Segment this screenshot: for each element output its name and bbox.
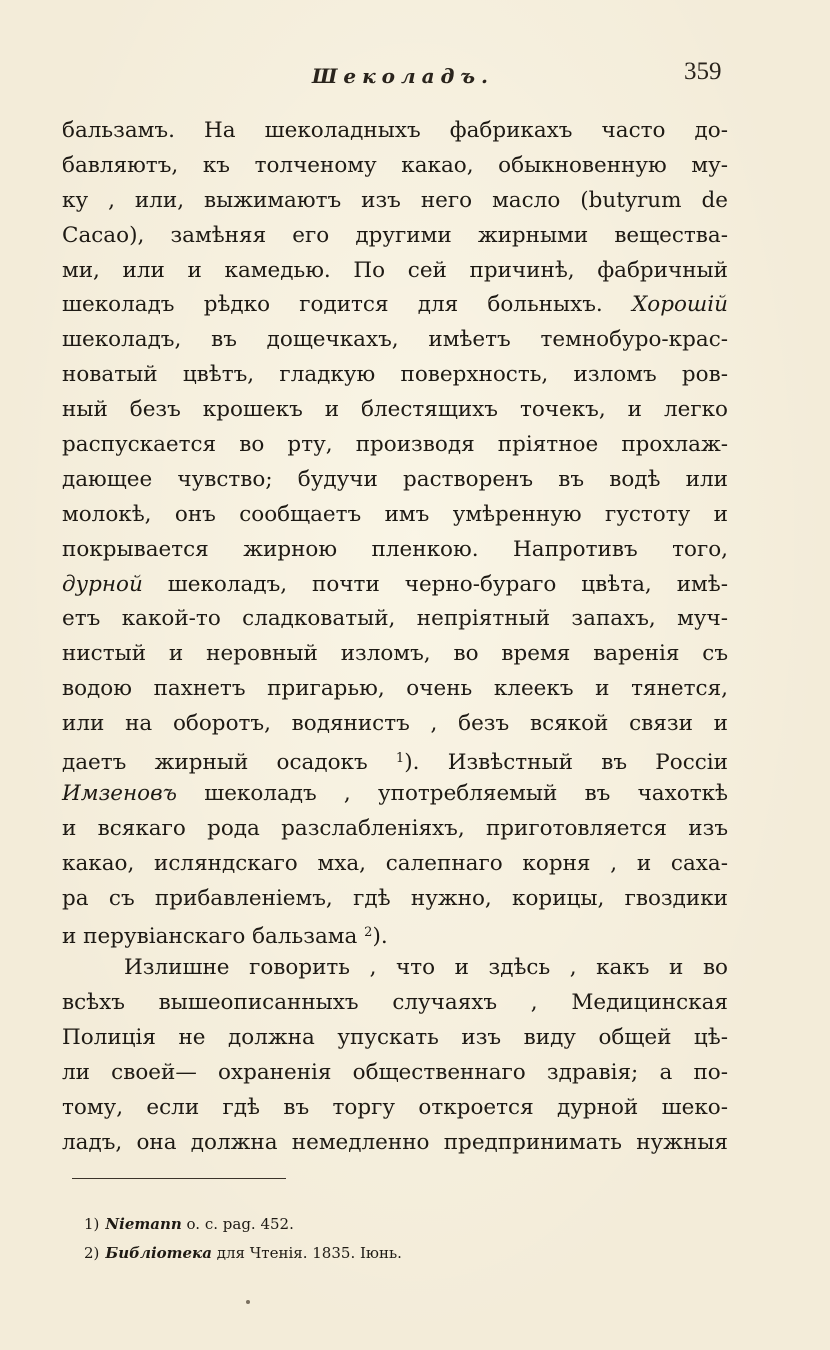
text-line xyxy=(62,533,728,568)
text-line xyxy=(62,288,728,323)
emphasis-text: Имзеновъ xyxy=(62,780,177,806)
line-text: или на оборотъ, водянистъ , безъ всякой связи и xyxy=(62,711,728,737)
line-text: тому, если гдѣ въ торгу откроется дурной шеко- xyxy=(62,1094,728,1120)
line-text: бальзамъ. На шеколадныхъ фабрикахъ часто до- xyxy=(62,118,728,143)
line-text: Полицiя не должна упускать изъ виду общей цѣ- xyxy=(62,1025,728,1051)
text-line xyxy=(62,254,728,289)
text-line xyxy=(62,219,728,254)
line-text: ный безъ крошекъ и блестящихъ точекъ, и легко xyxy=(62,397,728,423)
text-line xyxy=(62,1126,728,1161)
text-line xyxy=(62,323,728,358)
line-text: ра съ прибавленiемъ, гдѣ нужно, корицы, гвоздики xyxy=(62,885,728,911)
text-line xyxy=(62,568,728,603)
text-line xyxy=(62,498,728,533)
text-line xyxy=(62,847,728,882)
line-text: нистый и неровный изломъ, во время варенiя съ xyxy=(62,641,728,667)
text-line xyxy=(62,1056,728,1091)
footnote-detail: o. c. pag. 452. xyxy=(181,1215,294,1233)
text-line xyxy=(62,637,728,672)
line-text: ладъ, она должна немедленно предпринимать нужныя xyxy=(62,1129,728,1155)
footnote-source: Niemann xyxy=(105,1215,182,1233)
text-line xyxy=(62,986,728,1021)
footnote xyxy=(84,1239,704,1268)
text-line xyxy=(62,149,728,184)
text-line xyxy=(62,1021,728,1056)
line-text: шеколадъ, въ дощечкахъ, имѣетъ темнобуро-крас- xyxy=(62,327,728,353)
line-text: шеколадъ рѣдко годится для больныхъ. xyxy=(62,292,632,318)
text-line xyxy=(62,951,728,986)
text-line xyxy=(62,916,728,951)
line-text: ми, или и камедью. По сей причинѣ, фабричный xyxy=(62,257,728,283)
footnote xyxy=(84,1210,704,1239)
footnote-label: 2) xyxy=(84,1244,100,1262)
paper-speck xyxy=(246,1300,250,1304)
line-text: дающее чувство; будучи растворенъ въ водѣ или xyxy=(62,466,728,492)
emphasis-text: дурной xyxy=(62,571,143,597)
line-text: етъ какой-то сладковатый, непрiятный запахъ, муч- xyxy=(62,606,728,632)
line-text: какао, исляндскаго мха, салепнаго корня , и саха- xyxy=(62,850,728,876)
text-line xyxy=(62,463,728,498)
line-text: Cacao), замѣняя его другими жирными вещества- xyxy=(62,222,728,248)
line-text: водою пахнетъ пригарью, очень клеекъ и тянется, xyxy=(62,676,728,702)
text-line xyxy=(62,393,728,428)
line-text: ку , или, выжимаютъ изъ него масло (butyrum de xyxy=(62,187,728,213)
line-text: шеколадъ , употребляемый въ чахоткѣ xyxy=(176,780,728,806)
line-text: покрывается жирною пленкою. Напротивъ того, xyxy=(62,536,728,562)
line-text: ). Извѣстный въ Россiи xyxy=(404,750,728,776)
line-text: и всякаго рода разслабленiяхъ, приготовляется изъ xyxy=(62,815,728,841)
line-text: бавляютъ, къ толченому какао, обыкновенную му- xyxy=(62,152,728,178)
text-line xyxy=(62,428,728,463)
line-text: шеколадъ, почти черно-бураго цвѣта, имѣ- xyxy=(142,571,728,597)
line-text: даетъ жирный осадокъ xyxy=(62,750,396,776)
line-text: Излишне говорить , что и здѣсь , какъ и во xyxy=(124,955,728,981)
emphasis-text: Хорошiй xyxy=(631,292,728,318)
running-head xyxy=(0,58,830,98)
line-text: новатый цвѣтъ, гладкую поверхность, изломъ ров- xyxy=(62,362,728,388)
text-line xyxy=(62,1091,728,1126)
line-text: ). xyxy=(372,924,388,950)
text-line xyxy=(62,812,728,847)
page-number: 359 xyxy=(684,58,722,85)
footnote-source: Библiотека xyxy=(105,1244,212,1262)
text-line xyxy=(62,672,728,707)
text-line xyxy=(62,707,728,742)
text-line xyxy=(62,184,728,219)
body-text xyxy=(62,114,728,1161)
text-line xyxy=(62,742,728,777)
line-text: молокѣ, онъ сообщаетъ имъ умѣренную густоту и xyxy=(62,501,728,527)
footnote-detail: для Чтенiя. 1835. Iюнь. xyxy=(211,1244,402,1262)
footnote-rule xyxy=(72,1178,286,1179)
footnote-label: 1) xyxy=(84,1215,100,1233)
running-title: Шеколадъ. xyxy=(312,64,494,88)
line-text: распускается во рту, производя прiятное прохлаж- xyxy=(62,432,728,458)
text-line xyxy=(62,114,728,149)
footnote-marker: 1 xyxy=(395,751,405,767)
text-line xyxy=(62,882,728,917)
text-line xyxy=(62,777,728,812)
text-line xyxy=(62,602,728,637)
line-text: всѣхъ вышеописанныхъ случаяхъ , Медицинская xyxy=(62,990,728,1016)
footnotes xyxy=(84,1210,704,1268)
line-text: ли своей— охраненiя общественнаго здравiя; а по- xyxy=(62,1060,728,1086)
line-text: и перувiанскаго бальзама xyxy=(62,924,365,950)
text-line xyxy=(62,358,728,393)
footnote-marker: 2 xyxy=(364,925,373,941)
